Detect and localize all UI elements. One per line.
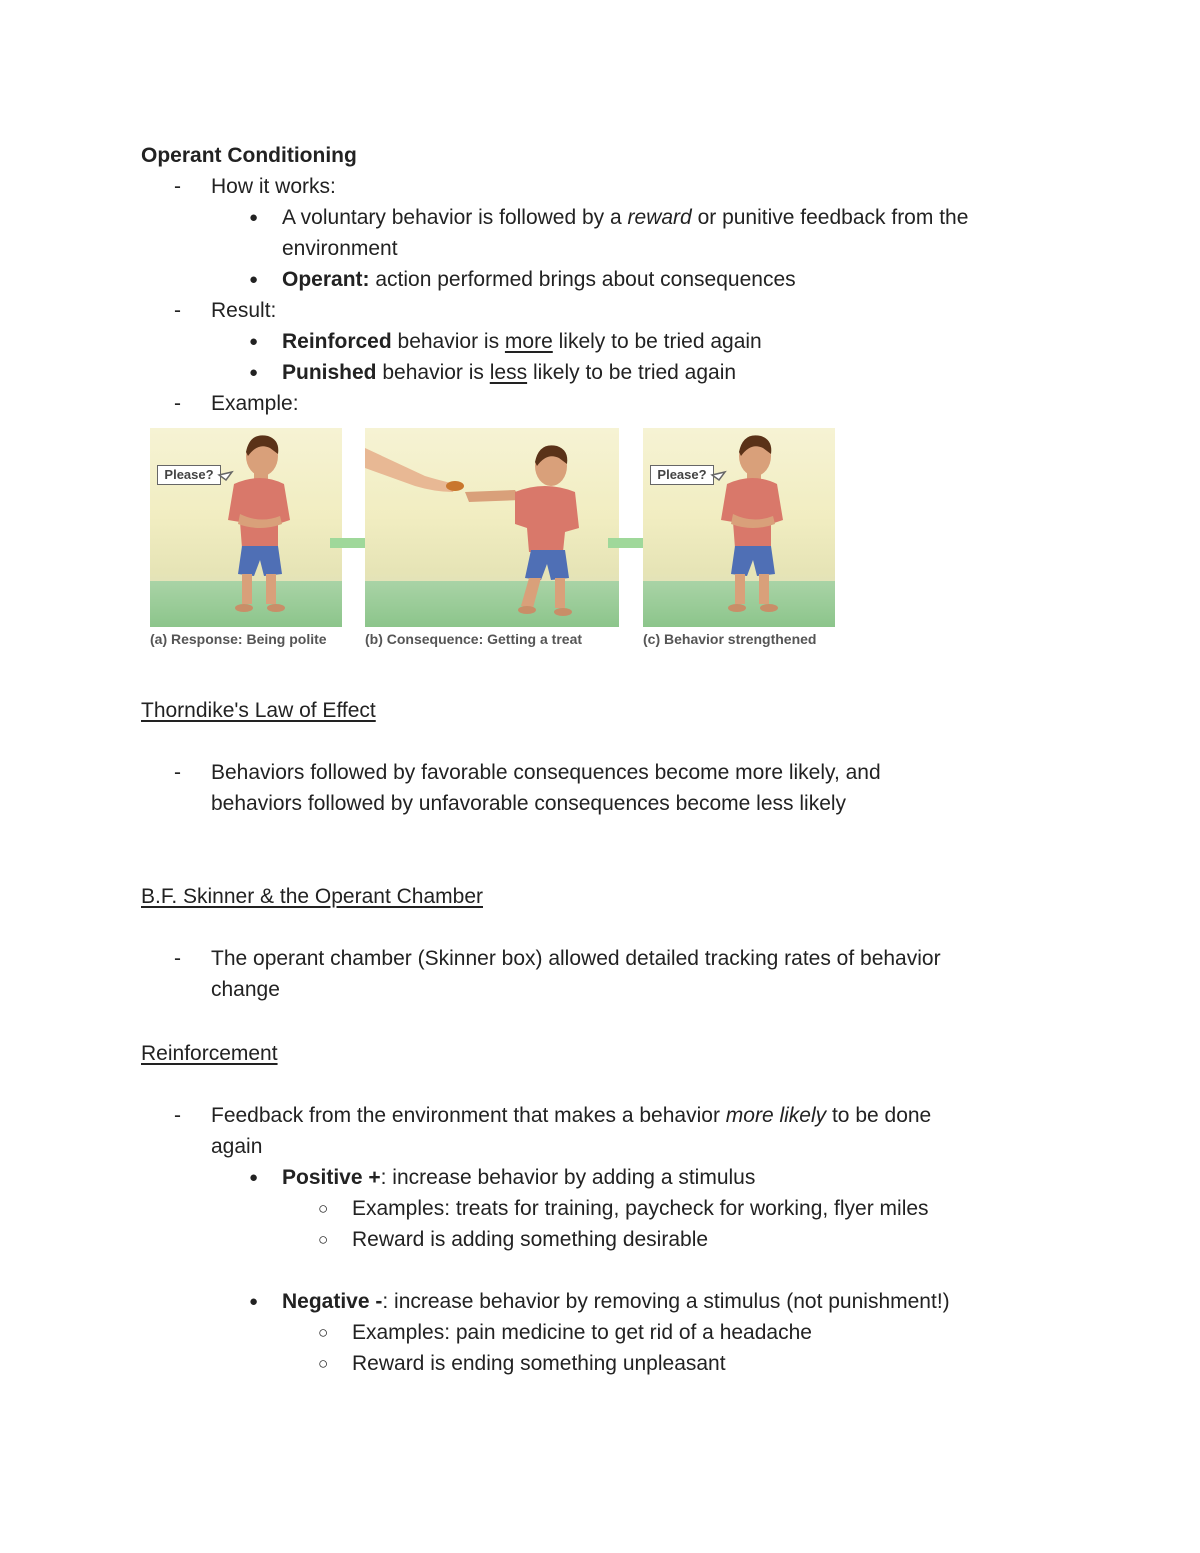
figure-panel-c [643, 428, 835, 627]
positive-bullet [282, 1162, 755, 1193]
skinner-heading: B.F. Skinner & the Operant Chamber [141, 885, 483, 908]
speech-bubble: Please? [157, 465, 221, 485]
bullet-marker: ● [249, 1293, 259, 1310]
sub-bullet-marker: ○ [318, 1354, 329, 1373]
reinforcement-line-1 [211, 1100, 931, 1131]
dash-marker: - [174, 175, 181, 198]
skinner-line-2: change [211, 978, 280, 1001]
boy-receiving-treat-illustration [365, 428, 619, 627]
positive-sub-1: Examples: treats for training, paycheck for working, flyer miles [352, 1197, 929, 1220]
reinforcement-line-2: again [211, 1135, 263, 1158]
figure-panel-a [150, 428, 342, 627]
negative-sub-2: Reward is ending something unpleasant [352, 1352, 726, 1375]
dash-marker: - [174, 761, 181, 784]
speech-bubble: Please? [650, 465, 714, 485]
figure-caption-c: (c) Behavior strengthened [643, 631, 817, 647]
result-b1-text: behavior is [391, 330, 505, 353]
dash-marker: - [174, 947, 181, 970]
result-bullet-2 [282, 357, 736, 388]
example-label: Example: [211, 392, 299, 415]
how-b1-text: A voluntary behavior is followed by a [282, 206, 628, 229]
result-bullet-1 [282, 326, 762, 357]
reinforcement-heading: Reinforcement [141, 1042, 278, 1065]
how-b1-emphasis: reward [627, 206, 692, 229]
more-underlined: more [504, 330, 553, 353]
reinforced-term: Reinforced [282, 330, 392, 353]
operant-definition: action performed brings about consequences [369, 268, 796, 291]
skinner-line-1: The operant chamber (Skinner box) allowed detailed tracking rates of behavior [211, 947, 941, 970]
bullet-marker: ● [249, 1169, 259, 1186]
figure-caption-b: (b) Consequence: Getting a treat [365, 631, 583, 647]
reinforcement-l1-text-end: to be done [826, 1104, 932, 1127]
bullet-marker: ● [249, 271, 259, 288]
bullet-marker: ● [249, 209, 259, 226]
dash-marker: - [174, 299, 181, 322]
thorndike-line-1: Behaviors followed by favorable consequences become more likely, and [211, 761, 881, 784]
negative-definition: : increase behavior by removing a stimulus (not punishment!) [382, 1290, 950, 1313]
how-bullet-1 [282, 202, 968, 233]
reinforcement-l1-text: Feedback from the environment that makes a behavior [211, 1104, 726, 1127]
result-b2-text-end: likely to be tried again [527, 361, 737, 384]
less-underlined: less [489, 361, 528, 384]
result-b1-text-end: likely to be tried again [552, 330, 762, 353]
boy-asking-illustration [150, 428, 342, 627]
result-b2-text: behavior is [376, 361, 490, 384]
boy-asking-again-illustration [643, 428, 835, 627]
bullet-marker: ● [249, 364, 259, 381]
positive-term: Positive + [282, 1166, 381, 1189]
dash-marker: - [174, 1104, 181, 1127]
sub-bullet-marker: ○ [318, 1199, 329, 1218]
more-likely-emphasis: more likely [725, 1104, 827, 1127]
how-b1-text-end: or punitive feedback from the [691, 206, 969, 229]
result-label: Result: [211, 299, 277, 322]
positive-definition: : increase behavior by adding a stimulus [380, 1166, 756, 1189]
negative-bullet [282, 1286, 950, 1317]
treat-icon [446, 481, 464, 491]
thorndike-line-2: behaviors followed by unfavorable consequences become less likely [211, 792, 847, 815]
positive-sub-2: Reward is adding something desirable [352, 1228, 709, 1251]
figure-panel-b [365, 428, 619, 627]
bullet-marker: ● [249, 333, 259, 350]
negative-sub-1: Examples: pain medicine to get rid of a headache [352, 1321, 812, 1344]
punished-term: Punished [282, 361, 377, 384]
sub-bullet-marker: ○ [318, 1323, 329, 1342]
how-bullet-1-cont: environment [282, 237, 398, 260]
page-title: Operant Conditioning [141, 144, 357, 167]
figure-caption-a: (a) Response: Being polite [150, 631, 327, 647]
thorndike-heading: Thorndike's Law of Effect [141, 699, 376, 722]
how-it-works-label: How it works: [211, 175, 336, 198]
dash-marker: - [174, 392, 181, 415]
how-bullet-2 [282, 264, 796, 295]
sub-bullet-marker: ○ [318, 1230, 329, 1249]
negative-term: Negative - [282, 1290, 383, 1313]
operant-term: Operant: [282, 268, 370, 291]
